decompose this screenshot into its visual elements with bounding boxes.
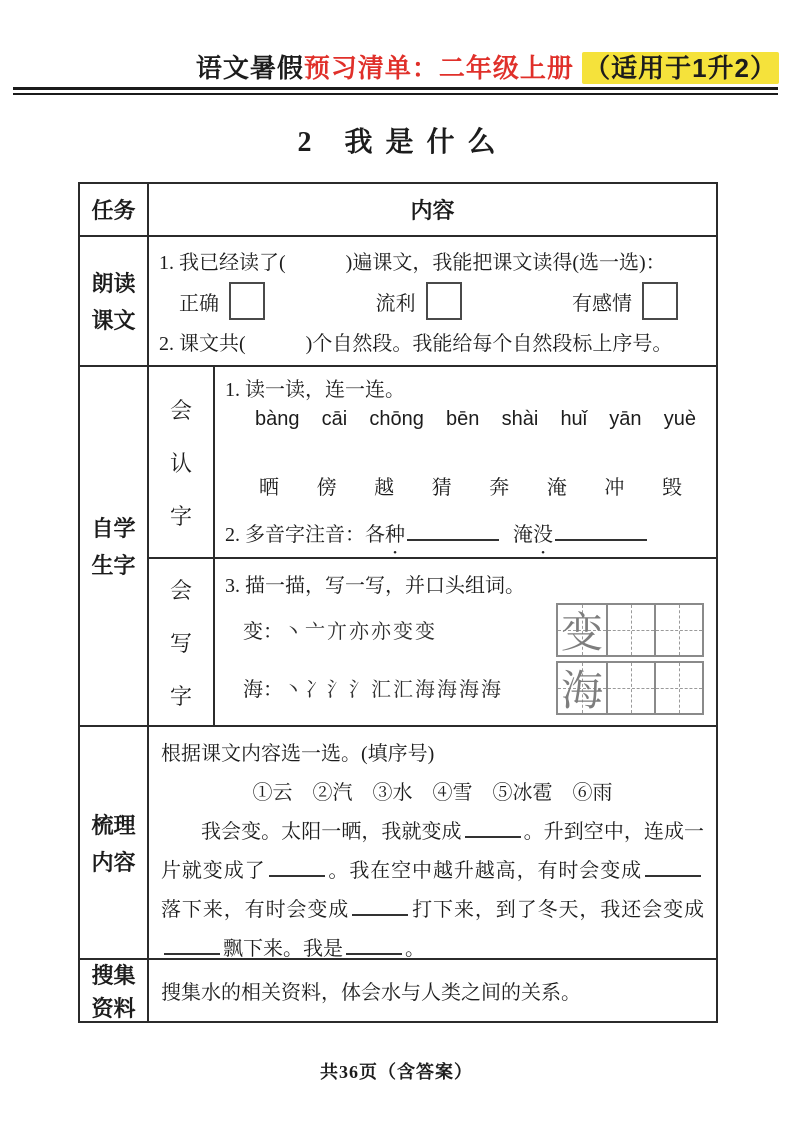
header-red-title: 预习清单：二年级上册: [303, 53, 574, 83]
pinyin-item[interactable]: yān: [609, 408, 642, 430]
checkbox-emotion[interactable]: [642, 282, 678, 320]
recognize-line-1: 1. 读一读，连一连。: [225, 379, 405, 401]
comb-content-cell: [147, 727, 716, 958]
stroke-row-hai: [225, 661, 706, 715]
writing-grid-hai: [556, 661, 704, 715]
trace-character: 变: [560, 610, 603, 657]
selfstudy-task-cell: [80, 367, 147, 725]
character-item[interactable]: 奔: [489, 477, 510, 499]
character-item[interactable]: 傍: [316, 477, 337, 499]
fill-in-paragraph: [161, 813, 704, 969]
task-label-line: 内容: [91, 849, 136, 875]
row-reading: [80, 235, 716, 365]
paragraph-segment: 飘下来。我是: [223, 938, 343, 960]
paragraph-segment: 我会变。太阳一晒，我就变成: [201, 821, 462, 843]
polyphone-mid: 淹: [513, 524, 533, 546]
polyphone-line: [225, 518, 706, 547]
character-item[interactable]: 淹: [546, 477, 567, 499]
selfstudy-right-area: [147, 367, 716, 725]
paragraph-segment: 。我在空中越升越高，有时会变成: [327, 860, 643, 882]
option-label: 正确: [179, 292, 219, 315]
character-item[interactable]: 越: [374, 477, 395, 499]
stroke-order-text: 丶冫氵氵汇汇海海海海: [283, 679, 503, 702]
checkbox-fluent[interactable]: [426, 282, 462, 320]
answer-blank[interactable]: [269, 861, 325, 877]
double-rule: [13, 87, 778, 95]
subrow-write: [149, 557, 716, 725]
stroke-char-label: 海：: [243, 679, 283, 702]
answer-blank[interactable]: [346, 939, 402, 955]
row-selfstudy: [80, 365, 716, 725]
grid-cell[interactable]: [654, 605, 702, 655]
stroke-sequence: [243, 673, 503, 702]
paragraph-segment: 。: [405, 938, 425, 960]
sublabel-char: 认: [169, 450, 192, 476]
pinyin-item[interactable]: yuè: [663, 408, 696, 430]
reading-options-row: [159, 282, 706, 320]
option-label: 流利: [375, 292, 416, 315]
paragraph-segment: 落下来，有时会变成: [161, 899, 350, 921]
collect-content-cell: 搜集水的相关资料，体会水与人类之间的关系。: [147, 960, 716, 1021]
sublabel-char: 字: [169, 503, 192, 529]
task-label-line: 朗读: [91, 271, 136, 296]
subrow-recognize: [149, 367, 716, 557]
grid-cell[interactable]: [654, 663, 702, 713]
answer-blank[interactable]: [465, 822, 521, 838]
pinyin-item[interactable]: bēn: [446, 408, 480, 430]
character-item[interactable]: 冲: [604, 477, 625, 499]
reading-task-cell: [80, 237, 147, 365]
option-emotion: [572, 282, 678, 320]
polyphone-dotted-char: 种: [385, 524, 405, 546]
grid-cell[interactable]: [558, 663, 606, 713]
sublabel-char: 写: [169, 630, 192, 656]
reading-content-cell: [147, 237, 716, 365]
pinyin-item[interactable]: chōng: [369, 408, 424, 430]
option-fluent: [376, 282, 462, 320]
pinyin-row: [255, 408, 696, 431]
character-item[interactable]: 晒: [259, 477, 279, 499]
task-label-line: 自学: [91, 516, 136, 541]
write-line-1: 3. 描一描，写一写，并口头组词。: [225, 575, 525, 598]
lesson-title: 2 我是什么: [297, 127, 509, 158]
option-label: 有感情: [572, 292, 632, 315]
paragraph-segment: 。升到空中，连成一片就变成了: [161, 821, 705, 882]
stroke-char-label: 变：: [243, 621, 283, 643]
task-label-line: 生字: [91, 553, 136, 578]
answer-blank[interactable]: [352, 900, 408, 916]
task-label-line: 课文: [91, 308, 136, 333]
grid-cell[interactable]: [606, 605, 654, 655]
sublabel-char: 字: [169, 683, 192, 709]
row-comb-content: [80, 725, 716, 958]
header-prefix: 语文暑假: [195, 53, 304, 83]
pinyin-item[interactable]: shài: [501, 408, 539, 430]
stroke-sequence: [243, 615, 437, 644]
header-highlight-badge: （适用于1升2）: [584, 53, 777, 83]
collect-task-cell: [80, 960, 147, 1021]
polyphone-dotted-char: 没: [533, 524, 553, 546]
recognize-label-cell: [149, 367, 213, 557]
pinyin-item[interactable]: cāi: [321, 408, 348, 430]
worksheet-table: [78, 182, 718, 1023]
task-label-line: 搜集: [91, 962, 136, 988]
header-content-cell: 内容: [147, 184, 716, 235]
sublabel-char: 会: [169, 397, 192, 423]
pinyin-item[interactable]: bàng: [255, 408, 300, 430]
stroke-order-text: 丶亠亣亦亦变变: [283, 621, 437, 643]
comb-task-cell: [80, 727, 147, 958]
pinyin-item[interactable]: huǐ: [560, 408, 588, 430]
character-item[interactable]: 毁: [661, 477, 682, 499]
comb-line-1: 根据课文内容选一选。(填序号): [161, 743, 435, 765]
task-label-line: 资料: [91, 995, 136, 1021]
sublabel-char: 会: [169, 577, 192, 603]
answer-blank[interactable]: [555, 525, 647, 541]
option-correct: [179, 282, 265, 320]
row-collect: [80, 958, 716, 1021]
numbered-choices: ①云 ②汽 ③水 ④雪 ⑤冰雹 ⑥雨: [252, 782, 613, 804]
characters-row: [259, 471, 682, 500]
grid-cell[interactable]: [558, 605, 606, 655]
polyphone-prefix: 2. 多音字注音：各: [225, 524, 385, 546]
writing-grid-bian: [556, 603, 704, 657]
checkbox-correct[interactable]: [229, 282, 265, 320]
task-label-line: 梳理: [91, 812, 136, 838]
header-task-cell: 任务: [91, 198, 136, 223]
stroke-row-bian: [225, 603, 706, 657]
header-banner: [196, 48, 779, 85]
write-label-cell: [149, 559, 213, 725]
write-content-cell: [213, 559, 716, 725]
table-header-row: [80, 184, 716, 235]
grid-cell[interactable]: [606, 663, 654, 713]
reading-line-2: 2. 课文共( )个自然段。我能给每个自然段标上序号。: [159, 333, 673, 355]
answer-blank[interactable]: [645, 861, 701, 877]
recognize-content-cell: [213, 367, 716, 557]
character-item[interactable]: 猜: [431, 477, 452, 499]
paragraph-segment: 打下来，到了冬天，我还会变成: [411, 899, 705, 921]
reading-line-1: 1. 我已经读了( )遍课文，我能把课文读得(选一选)：: [159, 252, 666, 274]
trace-character: 海: [560, 668, 603, 715]
answer-blank[interactable]: [407, 525, 499, 541]
footer-page-info: 共36页（含答案）: [320, 1062, 473, 1082]
answer-blank[interactable]: [164, 939, 220, 955]
